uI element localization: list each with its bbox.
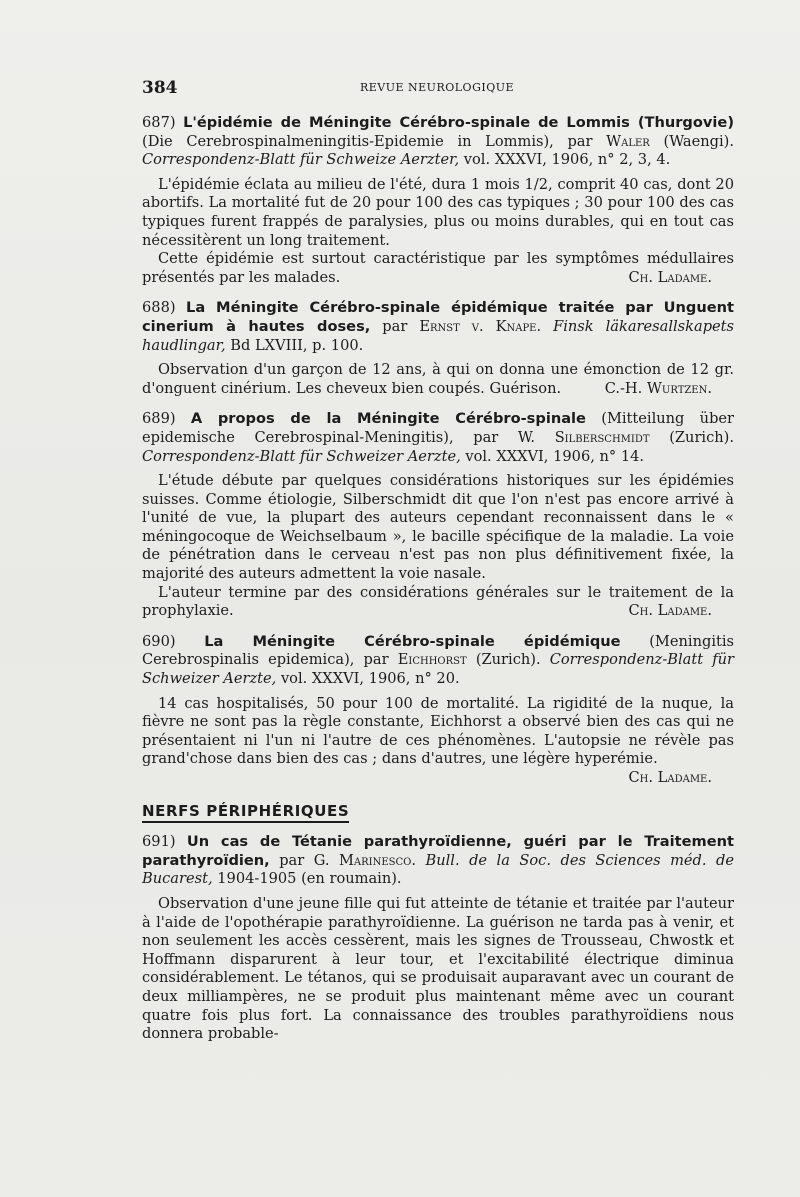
entry-signature: Ch. Ladame.: [628, 769, 712, 786]
entry-signature: C.-H. Wurtzen.: [604, 379, 712, 397]
entry-body: [142, 895, 734, 1044]
entry-journal: Correspondenz-Blatt für Schweize Aerzter,: [142, 151, 460, 169]
entry-signature: Ch. Ladame.: [628, 602, 712, 620]
entry-signature: Ch. Ladame.: [628, 268, 712, 286]
entry-paragraph: [142, 694, 734, 786]
entry-author: Ernst v. Knape.: [419, 317, 542, 335]
entry-body: [142, 472, 734, 621]
entry-paragraph-text: Observation d'un garçon de 12 ans, à qui on donna une émonction de 12 gr. d'onguent cinérium. Les cheveux bien coupés. Guérison.: [142, 361, 734, 397]
entry-volume: Bd LXVIII, p. 100.: [230, 336, 364, 354]
entry-paragraph-text: Cette épidémie est surtout caractéristique par les symptômes médullaires présentés par les malades.: [142, 250, 734, 286]
entry-heading: [142, 633, 734, 689]
entry-number: 690): [142, 632, 176, 650]
running-title: REVUE NEUROLOGIQUE: [359, 81, 515, 94]
abstract-entry-688: [142, 299, 734, 398]
entry-author: Waler: [606, 132, 650, 150]
entry-paragraph: [142, 584, 734, 621]
page-header: [142, 78, 732, 100]
page-number: 384: [142, 78, 178, 98]
entry-body: [142, 361, 734, 398]
entry-paragraph: [142, 250, 734, 287]
entry-volume: vol. XXXVI, 1906, n° 2, 3, 4.: [463, 151, 671, 169]
abstract-entry-691: [142, 833, 734, 1044]
entry-journal: Finsk läkaresallskapets haudlingar,: [142, 317, 735, 354]
entry-journal: Correspondenz-Blatt für Schweizer Aerzte,: [142, 447, 461, 465]
entry-body: [142, 695, 734, 788]
entry-heading: [142, 410, 734, 466]
entry-author: Eichhorst: [397, 651, 467, 669]
entry-heading: [142, 299, 734, 355]
entry-paragraph: L'étude débute par quelques considérations historiques sur les épidémies suisses. Comme étiologie, Silberschmidt dit que l'on n'est pas encore arrivé à l'unité de vue, la plupart des auteurs cependant reconnaissent dans le « méningocoque de Weichselbaum », le bacille spécifique de la maladie. La voie de pénétration dans le cerveau n'est pas non plus définitivement fixée, la majorité des auteurs admettent la voie nasale.: [142, 472, 734, 583]
entry-title: La Méningite Cérébro-spinale épidémique: [204, 632, 621, 650]
entry-paragraph: L'épidémie éclata au milieu de l'été, dura 1 mois 1/2, comprit 40 cas, dont 20 abortifs. La mortalité fut de 20 pour 100 des cas typiques ; 30 pour 100 des cas typiques furent frappés de paralysies, plus ou moins durables, qui en tout cas nécessitèrent un long traitement.: [142, 175, 734, 249]
entry-location: (Zurich).: [475, 651, 541, 669]
entry-location: (Waengi).: [663, 132, 735, 150]
entry-location: (Zurich).: [669, 428, 734, 446]
entry-number: 688): [142, 299, 176, 317]
abstract-entry-687: [142, 114, 734, 287]
entry-citation: par: [382, 317, 408, 335]
entry-citation: (Mitteilung über epidemische Cerebrospinal-Meningitis), par W.: [142, 410, 735, 446]
entry-title: A propos de la Méningite Cérébro-spinale: [190, 410, 586, 428]
entry-paragraph: [142, 361, 734, 398]
entry-body: [142, 176, 734, 288]
entry-journal: Correspondenz-Blatt für Schweizer Aerzte,: [142, 651, 735, 688]
entry-journal: Bull. de la Soc. des Sciences méd. de Bucarest,: [142, 851, 734, 888]
entry-author: Silberschmidt: [554, 428, 650, 446]
entry-citation: (Meningitis Cerebrospinalis epidemica), par: [142, 632, 735, 669]
entry-number: 691): [142, 833, 176, 851]
entry-heading: [142, 833, 734, 889]
section-heading: NERFS PÉRIPHÉRIQUES: [142, 802, 349, 824]
entry-paragraph: Observation d'une jeune fille qui fut atteinte de tétanie et traitée par l'auteur à l'aide de l'opothérapie parathyroïdienne. La guérison ne tarda pas à venir, et non seulement les accès cessèrent, mais les signes de Trousseau, Chwostk et Hoffmann disparurent à leur tour, et l'excitabilité électrique diminua considérablement. Le tétanos, qui se produisait auparavant avec un courant de deux milliampères, ne se produit plus maintenant même avec un courant quatre fois plus fort. La connaissance des troubles parathyroïdiens nous donnera probable-: [142, 894, 734, 1043]
entry-author: Marinesco.: [338, 851, 417, 869]
entry-heading: [142, 114, 734, 170]
entry-title: La Méningite Cérébro-spinale épidémique traitée par Unguent cinerium à hautes doses,: [142, 299, 734, 335]
entry-paragraph-text: L'auteur termine par des considérations générales sur le traitement de la prophylaxie.: [142, 583, 734, 620]
entry-citation: (Die Cerebrospinalmeningitis-Epidemie in Lommis), par: [142, 132, 593, 150]
entry-number: 689): [142, 410, 176, 428]
entry-volume: vol. XXXVI, 1906, n° 14.: [465, 447, 645, 465]
entry-title: Un cas de Tétanie parathyroïdienne, guéri par le Traitement parathyroïdien,: [142, 833, 734, 869]
entry-paragraph-text: 14 cas hospitalisés, 50 pour 100 de mortalité. La rigidité de la nuque, la fièvre ne sont pas la règle constante, Eichhorst a observé bien des cas qui ne présentaient ni l'un ni l'autre de ces phénomènes. L'autopsie ne révèle pas grand'chose dans bien des cas ; dans d'autres, une légère hyperémie.: [142, 694, 734, 768]
entry-volume: 1904-1905 (en roumain).: [217, 870, 402, 888]
entry-volume: vol. XXXVI, 1906, n° 20.: [280, 670, 460, 688]
abstract-entry-690: [142, 633, 734, 788]
entry-citation: par G.: [279, 851, 330, 869]
entry-number: 687): [142, 114, 176, 131]
entry-title: L'épidémie de Méningite Cérébro-spinale de Lommis (Thurgovie): [183, 114, 734, 131]
page-content: [142, 114, 734, 1044]
abstract-entry-689: [142, 410, 734, 621]
